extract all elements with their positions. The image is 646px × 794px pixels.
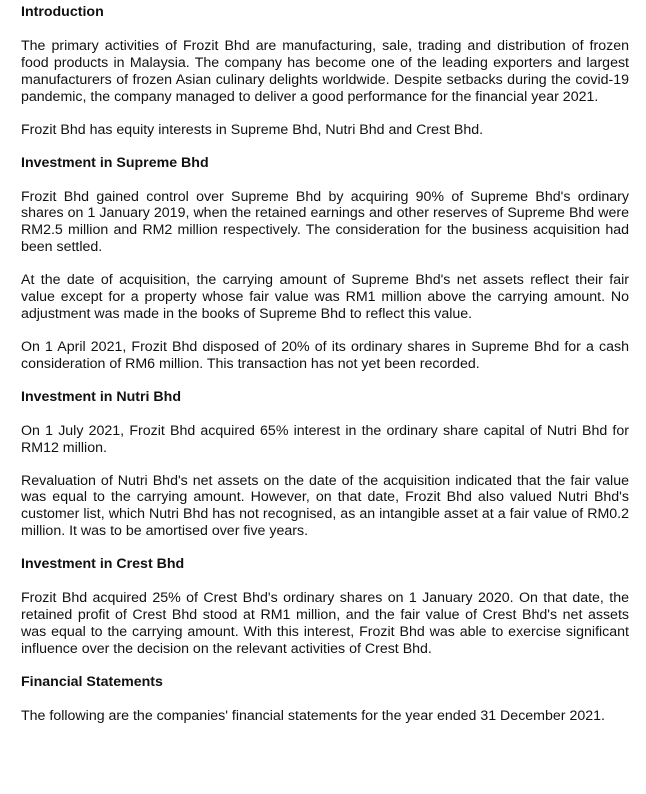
heading-investment-crest: Investment in Crest Bhd: [21, 556, 185, 573]
document-page: [21, 4, 629, 725]
heading-financial-statements: Financial Statements: [21, 673, 163, 690]
paragraph-introduction-1: The primary activities of Frozit Bhd are manufacturing, sale, trading and distribution of frozen food products in Malaysia. The company has become one of the leading exporters and largest manufacturers of frozen Asian culinary delights worldwide. Despite setbacks during the covid-19 pandemic, the company managed to deliver a good performance for the financial year 2021.: [21, 38, 629, 105]
paragraph-crest-1: Frozit Bhd acquired 25% of Crest Bhd's ordinary shares on 1 January 2020. On that date, the retained profit of Crest Bhd stood at RM1 million, and the fair value of Crest Bhd's net assets was equal to the carrying amount. With this interest, Frozit Bhd was able to exercise significant influence over the decision on the relevant activities of Crest Bhd.: [21, 590, 629, 657]
heading-investment-supreme: Investment in Supreme Bhd: [21, 154, 209, 171]
paragraph-supreme-3: On 1 April 2021, Frozit Bhd disposed of 20% of its ordinary shares in Supreme Bhd for a cash consideration of RM6 million. This transaction has not yet been recorded.: [21, 338, 629, 372]
heading-introduction: Introduction: [21, 4, 104, 20]
paragraph-introduction-2: Frozit Bhd has equity interests in Supreme Bhd, Nutri Bhd and Crest Bhd.: [21, 121, 484, 138]
heading-investment-nutri: Investment in Nutri Bhd: [21, 388, 182, 405]
paragraph-supreme-2: At the date of acquisition, the carrying amount of Supreme Bhd's net assets reflect their fair value except for a property whose fair value was RM1 million above the carrying amount. No adjustment was made in the books of Supreme Bhd to reflect this value.: [21, 272, 629, 322]
paragraph-nutri-2: Revaluation of Nutri Bhd's net assets on the date of the acquisition indicated that the fair value was equal to the carrying amount. However, on that date, Frozit Bhd also valued Nutri Bhd's customer list, which Nutri Bhd has not recognised, as an intangible asset at a fair value of RM0.2 million. It was to be amortised over five years.: [21, 472, 629, 540]
paragraph-nutri-1: On 1 July 2021, Frozit Bhd acquired 65% interest in the ordinary share capital of Nutri Bhd for RM12 million.: [21, 422, 629, 456]
paragraph-financial-1: The following are the companies' financial statements for the year ended 31 December 2021.: [21, 707, 605, 724]
paragraph-supreme-1: Frozit Bhd gained control over Supreme Bhd by acquiring 90% of Supreme Bhd's ordinary shares on 1 January 2019, when the retained earnings and other reserves of Supreme Bhd were RM2.5 million and RM2 million respectively. The consideration for the business acquisition had been settled.: [21, 188, 629, 256]
